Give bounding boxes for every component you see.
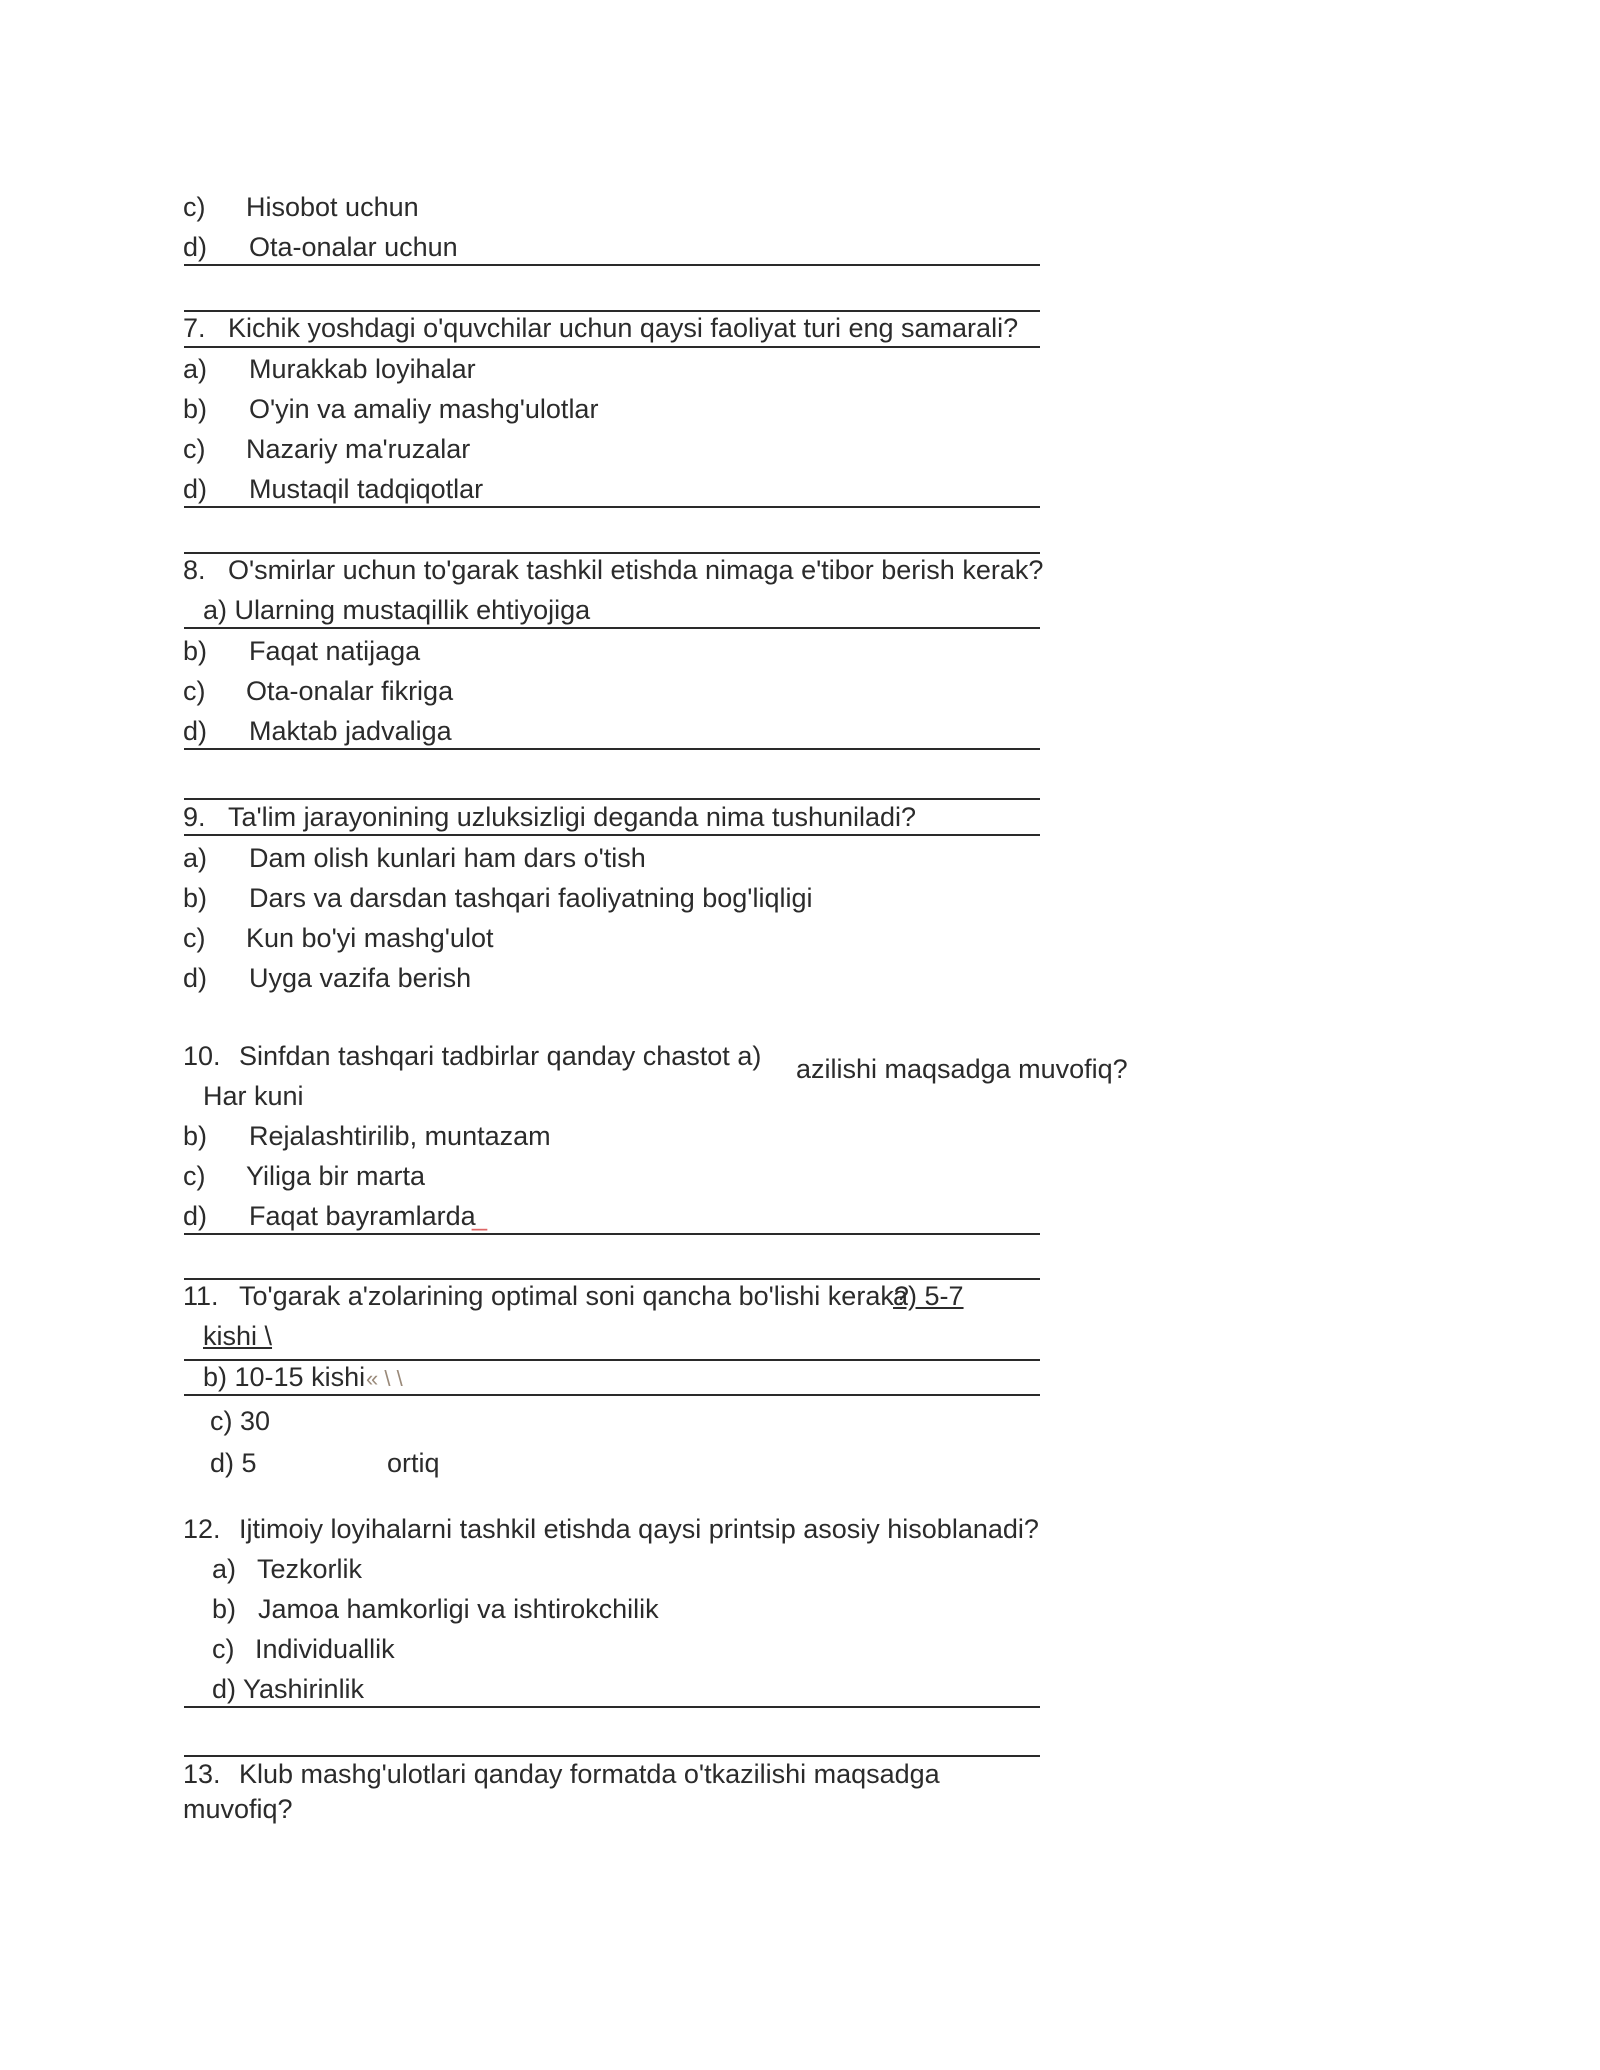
q9-option-d-text: Uyga vazifa berish [249, 963, 472, 993]
divider [184, 1394, 1040, 1396]
divider [184, 1706, 1040, 1708]
q9-option-a-marker: a) [183, 843, 208, 873]
q11-option-d-tail: ortiq [387, 1448, 440, 1478]
q9-option-c-text: Kun bo'yi mashg'ulot [246, 923, 494, 953]
divider [184, 506, 1040, 508]
q10-option-b-text: Rejalashtirilib, muntazam [249, 1121, 551, 1151]
q8-option-d-marker: d) [183, 716, 208, 746]
q6-option-d-text: Ota-onalar uchun [249, 232, 458, 262]
q7-option-c-text: Nazariy ma'ruzalar [246, 434, 471, 464]
q7-option-a-marker: a) [183, 354, 208, 384]
q7-option-c-marker: c) [183, 434, 206, 464]
q8-option-c-marker: c) [183, 676, 206, 706]
q7-option-d-text: Mustaqil tadqiqotlar [249, 474, 484, 504]
q12-option-a-text: Tezkorlik [257, 1554, 363, 1584]
divider [184, 346, 1040, 348]
divider [184, 834, 1040, 836]
q11-option-a-continued: kishi \ [203, 1321, 273, 1351]
q8-option-d-text: Maktab jadvaliga [249, 716, 452, 746]
q7-option-a-text: Murakkab loyihalar [249, 354, 476, 384]
q11-option-a-inline: a) 5-7 [893, 1281, 964, 1311]
q9-option-b-marker: b) [183, 883, 208, 913]
q11-option-c: c) 30 [210, 1406, 271, 1436]
q12-option-b-marker: b) [212, 1594, 237, 1624]
q10-edit-mark: _ [472, 1201, 488, 1231]
q11-option-b: b) 10-15 kishi [203, 1362, 366, 1392]
q12-question: Ijtimoiy loyihalarni tashkil etishda qaysi printsip asosiy hisoblanadi? [239, 1514, 1039, 1544]
q8-number: 8. [183, 555, 206, 585]
q6-option-d-marker: d) [183, 232, 208, 262]
q7-option-b-marker: b) [183, 394, 208, 424]
divider [184, 627, 1040, 629]
q6-option-c-text: Hisobot uchun [246, 192, 419, 222]
q10-option-d-marker: d) [183, 1201, 208, 1231]
q10-option-c-marker: c) [183, 1161, 206, 1191]
q8-option-b-marker: b) [183, 636, 208, 666]
q12-option-a-marker: a) [212, 1554, 237, 1584]
q10-option-a-text: Har kuni [203, 1081, 304, 1111]
q9-option-c-marker: c) [183, 923, 206, 953]
q10-option-b-marker: b) [183, 1121, 208, 1151]
q12-option-b-text: Jamoa hamkorligi va ishtirokchilik [258, 1594, 659, 1624]
q7-option-d-marker: d) [183, 474, 208, 504]
q13-question-continued: muvofiq? [183, 1794, 293, 1824]
q12-number: 12. [183, 1514, 221, 1544]
q10-question-continued: azilishi maqsadga muvofiq? [796, 1054, 1128, 1084]
q10-number: 10. [183, 1041, 221, 1071]
divider [184, 748, 1040, 750]
q6-option-c-marker: c) [183, 192, 206, 222]
q7-option-b-text: O'yin va amaliy mashg'ulotlar [249, 394, 599, 424]
q11-edit-marks: « \ \ [366, 1366, 403, 1391]
q11-question: To'garak a'zolarining optimal soni qancha bo'lishi kerak? [239, 1281, 909, 1311]
q9-number: 9. [183, 802, 206, 832]
q9-option-a-text: Dam olish kunlari ham dars o'tish [249, 843, 646, 873]
q10-question: Sinfdan tashqari tadbirlar qanday chastot a) [239, 1041, 762, 1071]
q10-option-d-text: Faqat bayramlarda [249, 1201, 476, 1231]
q9-question: Ta'lim jarayonining uzluksizligi deganda nima tushuniladi? [228, 802, 917, 832]
q11-option-d: d) 5 [210, 1448, 257, 1478]
q11-number: 11. [183, 1281, 219, 1311]
q7-number: 7. [183, 313, 206, 343]
q8-question: O'smirlar uchun to'garak tashkil etishda nimaga e'tibor berish kerak? [228, 555, 1044, 585]
q8-option-c-text: Ota-onalar fikriga [246, 676, 454, 706]
divider [184, 264, 1040, 266]
q13-number: 13. [183, 1759, 221, 1789]
q12-option-d: d) Yashirinlik [212, 1674, 365, 1704]
q9-option-d-marker: d) [183, 963, 208, 993]
q9-option-b-text: Dars va darsdan tashqari faoliyatning bog'liqligi [249, 883, 813, 913]
q12-option-c-marker: c) [212, 1634, 235, 1664]
divider [184, 1233, 1040, 1235]
q8-option-b-text: Faqat natijaga [249, 636, 421, 666]
q7-question: Kichik yoshdagi o'quvchilar uchun qaysi faoliyat turi eng samarali? [228, 313, 1019, 343]
q13-question: Klub mashg'ulotlari qanday formatda o'tkazilishi maqsadga [239, 1759, 940, 1789]
q8-option-a: a) Ularning mustaqillik ehtiyojiga [203, 595, 591, 625]
q12-option-c-text: Individuallik [255, 1634, 395, 1664]
q10-option-c-text: Yiliga bir marta [246, 1161, 426, 1191]
